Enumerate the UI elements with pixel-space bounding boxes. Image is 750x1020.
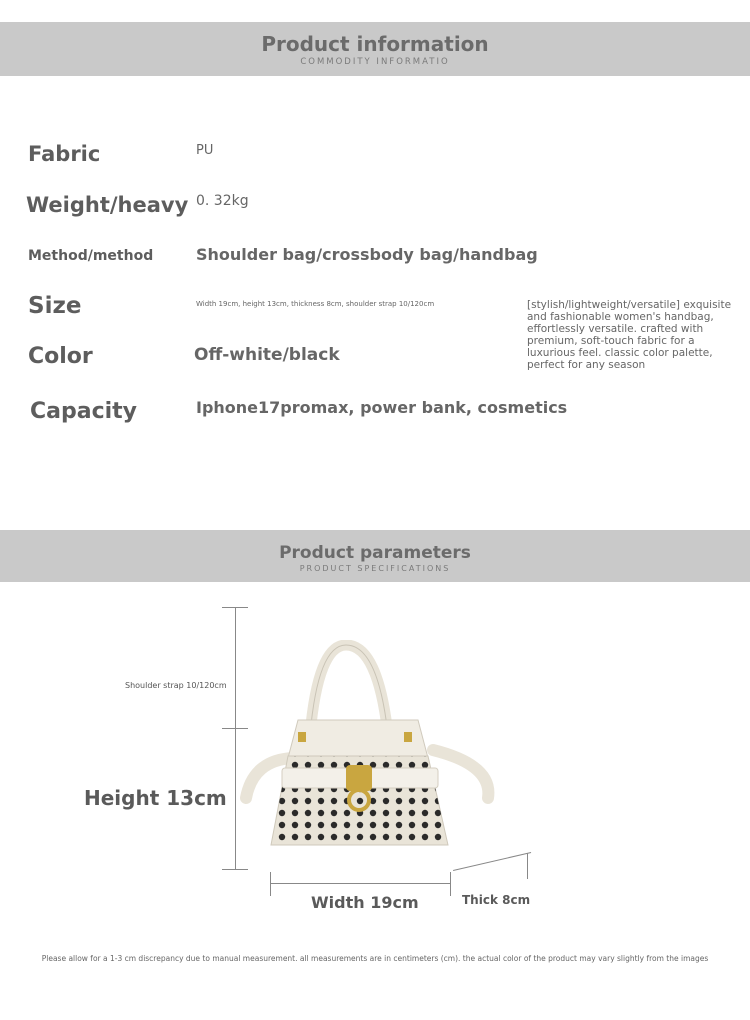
spec-value-color: Off-white/black [194, 345, 340, 365]
spec-label-fabric: Fabric [28, 142, 101, 166]
measure-tick-bottom [222, 869, 248, 870]
spec-value-size: Width 19cm, height 13cm, thickness 8cm, shoulder strap 10/120cm [196, 300, 435, 308]
spec-value-method: Shoulder bag/crossbody bag/handbag [196, 245, 538, 264]
shoulder-strap-right [433, 750, 488, 798]
height-measure-line [235, 608, 236, 870]
spec-label-weight: Weight/heavy [26, 193, 189, 217]
spec-label-method: Method/method [28, 248, 154, 264]
spec-value-weight: 0. 32kg [196, 193, 249, 209]
width-label: Width 19cm [311, 893, 419, 912]
width-tick-right [450, 872, 451, 896]
product-description: [stylish/lightweight/versatile] exquisite and fashionable women's handbag, effortlessly versatile. crafted with premium, soft-touch fabric for a luxurious feel. classic color palette, perfect for any season [527, 299, 732, 371]
thick-label: Thick 8cm [462, 893, 531, 907]
shoulder-strap-label: Shoulder strap 10/120cm [125, 681, 227, 690]
gold-clasp [346, 765, 372, 791]
banner-title: Product information [261, 32, 489, 56]
banner-subtitle: PRODUCT SPECIFICATIONS [299, 564, 451, 573]
height-label: Height 13cm [84, 786, 227, 810]
banner-title: Product parameters [279, 543, 471, 563]
product-information-banner [0, 22, 750, 76]
spec-label-size: Size [28, 293, 82, 319]
spec-label-capacity: Capacity [30, 399, 138, 424]
spec-value-capacity: Iphone17promax, power bank, cosmetics [196, 398, 568, 417]
thick-tick-right [527, 853, 528, 879]
width-measure-line [270, 883, 450, 884]
width-tick-left [270, 872, 271, 896]
measurement-disclaimer: Please allow for a 1-3 cm discrepancy due to manual measurement. all measurements are in centimeters (cm). the actual color of the product may vary slightly from the images [41, 954, 709, 963]
spec-value-fabric: PU [196, 143, 214, 158]
banner-subtitle: COMMODITY INFORMATIO [300, 57, 450, 67]
product-parameters-banner [0, 530, 750, 582]
handbag-image [238, 640, 498, 860]
measure-tick-top [222, 607, 248, 608]
spec-label-color: Color [28, 344, 93, 369]
